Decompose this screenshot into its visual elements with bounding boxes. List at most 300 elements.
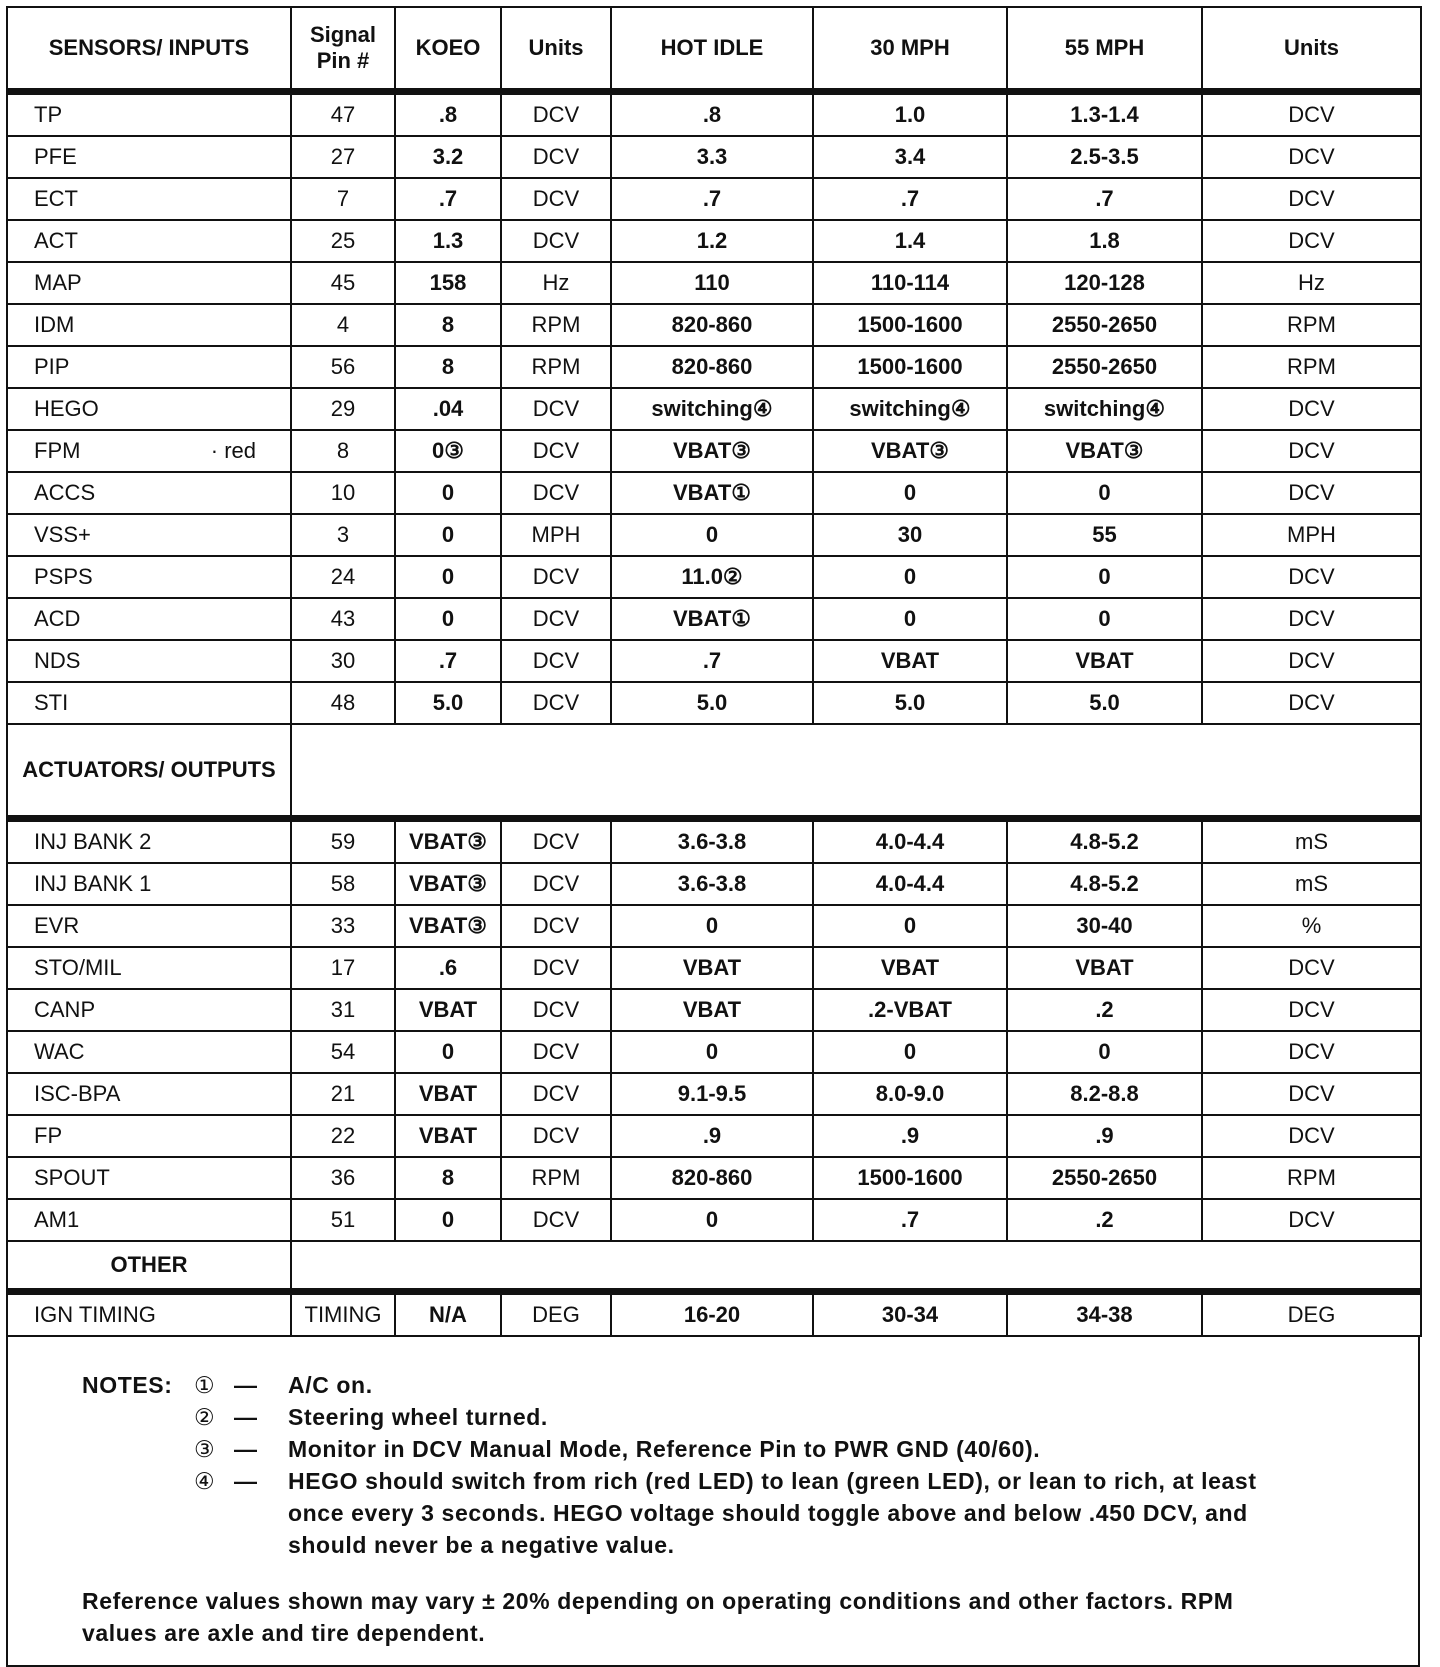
cell-text: VBAT — [880, 955, 940, 980]
cell-text: 1500-1600 — [857, 354, 963, 379]
cell-text: Hz — [1298, 270, 1325, 295]
cell-units — [501, 1292, 611, 1337]
cell-text: 0 — [1098, 1039, 1111, 1064]
cell-hot-idle — [611, 430, 813, 472]
table-row — [7, 989, 1421, 1031]
cell-text: PSPS — [34, 564, 93, 589]
cell-text: DCV — [1288, 396, 1335, 421]
cell-hot-idle — [611, 92, 813, 137]
cell-30-mph — [813, 1073, 1007, 1115]
cell-text: % — [1301, 913, 1322, 938]
cell-pin — [291, 92, 395, 137]
cell-name — [7, 1073, 291, 1115]
cell-text: DCV — [532, 871, 580, 896]
cell-text: 30-34 — [881, 1302, 939, 1327]
cell-pin — [291, 640, 395, 682]
cell-pin — [291, 598, 395, 640]
table-row — [7, 1073, 1421, 1115]
cell-text: DCV — [532, 829, 580, 854]
reference-values-table — [6, 6, 1422, 1337]
cell-text: 0 — [441, 606, 455, 631]
table-row — [7, 598, 1421, 640]
cell-text: 0 — [705, 913, 719, 938]
cell-koeo — [395, 430, 501, 472]
cell-text: 56 — [330, 354, 356, 379]
cell-30-mph — [813, 1292, 1007, 1337]
cell-pin — [291, 1073, 395, 1115]
actuators-section — [7, 819, 1421, 1242]
cell-units-2 — [1202, 598, 1421, 640]
cell-text: DCV — [532, 396, 580, 421]
cell-pin — [291, 1031, 395, 1073]
notes-label — [82, 1465, 194, 1561]
cell-text: AM1 — [34, 1207, 80, 1232]
note-dash: — — [234, 1436, 258, 1462]
cell-text: RPM — [1287, 1165, 1336, 1190]
cell-units-2 — [1202, 472, 1421, 514]
cell-name — [7, 819, 291, 864]
cell-koeo — [395, 92, 501, 137]
cell-text: 1.4 — [894, 228, 926, 253]
header-55-mph: 55 MPH — [1007, 7, 1202, 92]
cell-name — [7, 304, 291, 346]
cell-text: DCV — [1288, 1081, 1335, 1106]
cell-30-mph — [813, 1115, 1007, 1157]
cell-name — [7, 92, 291, 137]
cell-text: VBAT③ — [409, 871, 487, 896]
cell-text: DCV — [1288, 438, 1335, 463]
cell-pin — [291, 346, 395, 388]
cell-text: switching④ — [1043, 396, 1166, 421]
cell-text: HEGO — [34, 396, 99, 421]
cell-text: 29 — [330, 396, 356, 421]
cell-text: DCV — [532, 1123, 580, 1148]
cell-text: 0 — [441, 480, 455, 505]
note-text: Steering wheel turned. — [288, 1404, 548, 1430]
cell-text: 3.2 — [432, 144, 464, 169]
cell-text: TP — [34, 102, 63, 127]
cell-30-mph — [813, 304, 1007, 346]
cell-55-mph — [1007, 178, 1202, 220]
table-row — [7, 430, 1421, 472]
cell-text: DCV — [1288, 102, 1335, 127]
cell-30-mph — [813, 472, 1007, 514]
cell-30-mph — [813, 640, 1007, 682]
cell-text: 3 — [336, 522, 350, 547]
cell-55-mph — [1007, 304, 1202, 346]
cell-text: ACD — [34, 606, 81, 631]
cell-name — [7, 989, 291, 1031]
header-row — [7, 7, 1421, 92]
cell-text: SPOUT — [34, 1165, 110, 1190]
cell-text: 1500-1600 — [857, 1165, 963, 1190]
cell-text: 0 — [441, 1207, 455, 1232]
cell-name — [7, 388, 291, 430]
table-row — [7, 304, 1421, 346]
cell-text: DCV — [532, 1081, 580, 1106]
other-header-section — [7, 1241, 1421, 1292]
cell-text: DCV — [532, 228, 580, 253]
cell-55-mph — [1007, 136, 1202, 178]
cell-hot-idle — [611, 514, 813, 556]
cell-30-mph — [813, 598, 1007, 640]
cell-name — [7, 598, 291, 640]
cell-text: 30 — [330, 648, 356, 673]
note-number: ① — [194, 1372, 216, 1398]
cell-text: INJ BANK 2 — [34, 829, 152, 854]
table-row — [7, 136, 1421, 178]
cell-text: 0 — [903, 564, 917, 589]
cell-text: 31 — [330, 997, 356, 1022]
cell-55-mph — [1007, 92, 1202, 137]
cell-text: 4.0-4.4 — [875, 871, 945, 896]
cell-text: MAP — [34, 270, 82, 295]
cell-55-mph — [1007, 1115, 1202, 1157]
cell-name — [7, 220, 291, 262]
cell-units — [501, 863, 611, 905]
cell-text: 3.3 — [696, 144, 728, 169]
cell-name — [7, 640, 291, 682]
cell-text: INJ BANK 1 — [34, 871, 152, 896]
cell-text: 59 — [330, 829, 356, 854]
cell-30-mph — [813, 220, 1007, 262]
cell-55-mph — [1007, 905, 1202, 947]
cell-text: RPM — [531, 1165, 581, 1190]
cell-hot-idle — [611, 1199, 813, 1241]
note-item — [82, 1465, 1418, 1561]
cell-units — [501, 1031, 611, 1073]
cell-text: DCV — [532, 955, 580, 980]
cell-hot-idle — [611, 472, 813, 514]
cell-text: 1.3-1.4 — [1070, 102, 1139, 127]
cell-text: .8 — [702, 102, 722, 127]
cell-koeo — [395, 640, 501, 682]
cell-text: .7 — [900, 186, 920, 211]
cell-55-mph — [1007, 430, 1202, 472]
cell-name — [7, 682, 291, 724]
cell-text: 2550-2650 — [1051, 312, 1158, 337]
cell-55-mph — [1007, 1157, 1202, 1199]
cell-units-2 — [1202, 905, 1421, 947]
cell-text: 4.8-5.2 — [1070, 829, 1139, 854]
cell-hot-idle — [611, 989, 813, 1031]
cell-text: 0 — [441, 1039, 455, 1064]
table-row — [7, 556, 1421, 598]
cell-text: VBAT — [1075, 648, 1134, 673]
cell-units — [501, 220, 611, 262]
cell-text: 8 — [441, 312, 455, 337]
cell-text: RPM — [531, 354, 581, 379]
cell-text: VBAT — [418, 1081, 478, 1106]
cell-koeo — [395, 1073, 501, 1115]
cell-text: DCV — [532, 480, 580, 505]
cell-text: 45 — [330, 270, 356, 295]
cell-text: .9 — [702, 1123, 722, 1148]
table-row — [7, 388, 1421, 430]
cell-30-mph — [813, 178, 1007, 220]
reference-disclaimer: Reference values shown may vary ± 20% depending on operating conditions and other factors. RPM values are axle and tire dependent. — [82, 1588, 1234, 1646]
table-row — [7, 682, 1421, 724]
cell-text: 33 — [330, 913, 356, 938]
cell-units-2 — [1202, 346, 1421, 388]
cell-hot-idle — [611, 1292, 813, 1337]
cell-koeo — [395, 472, 501, 514]
cell-text: 25 — [330, 228, 356, 253]
other-section — [7, 1292, 1421, 1337]
cell-text: Hz — [542, 270, 570, 295]
cell-text: TIMING — [304, 1302, 382, 1327]
cell-hot-idle — [611, 262, 813, 304]
cell-text: 22 — [330, 1123, 356, 1148]
cell-units — [501, 640, 611, 682]
header-sensors-inputs: SENSORS/ INPUTS — [7, 7, 291, 92]
cell-koeo — [395, 905, 501, 947]
cell-30-mph — [813, 1199, 1007, 1241]
cell-30-mph — [813, 1157, 1007, 1199]
cell-55-mph — [1007, 682, 1202, 724]
cell-text: 2550-2650 — [1051, 1165, 1158, 1190]
cell-units-2 — [1202, 514, 1421, 556]
table-row — [7, 220, 1421, 262]
cell-text: .04 — [432, 396, 464, 421]
cell-text: 54 — [330, 1039, 356, 1064]
cell-text: 110 — [694, 270, 730, 295]
cell-text: VBAT③ — [409, 829, 487, 854]
cell-text: 820-860 — [671, 354, 753, 379]
cell-hot-idle — [611, 304, 813, 346]
cell-koeo — [395, 556, 501, 598]
cell-hot-idle — [611, 819, 813, 864]
cell-units-2 — [1202, 304, 1421, 346]
cell-hot-idle — [611, 1073, 813, 1115]
cell-text: DCV — [532, 690, 580, 715]
cell-name — [7, 514, 291, 556]
cell-55-mph — [1007, 863, 1202, 905]
notes-list — [82, 1369, 1418, 1561]
cell-text: VBAT — [880, 648, 940, 673]
cell-30-mph — [813, 989, 1007, 1031]
cell-55-mph — [1007, 640, 1202, 682]
cell-units — [501, 346, 611, 388]
cell-units — [501, 989, 611, 1031]
header-koeo: KOEO — [395, 7, 501, 92]
cell-units — [501, 556, 611, 598]
other-heading: OTHER — [7, 1241, 291, 1292]
cell-text: 0③ — [432, 438, 464, 463]
cell-name — [7, 472, 291, 514]
cell-koeo — [395, 178, 501, 220]
cell-text: DCV — [1288, 480, 1335, 505]
cell-units-2 — [1202, 388, 1421, 430]
cell-text: DCV — [1288, 690, 1335, 715]
cell-koeo — [395, 1292, 501, 1337]
cell-units — [501, 430, 611, 472]
cell-units — [501, 136, 611, 178]
cell-koeo — [395, 819, 501, 864]
cell-text: 820-860 — [671, 1165, 753, 1190]
cell-text: DEG — [1287, 1302, 1336, 1327]
cell-hot-idle — [611, 178, 813, 220]
cell-30-mph — [813, 514, 1007, 556]
cell-text: .8 — [438, 102, 458, 127]
cell-units — [501, 514, 611, 556]
cell-koeo — [395, 682, 501, 724]
reference-values-sheet — [6, 6, 1420, 1667]
cell-name — [7, 1031, 291, 1073]
cell-text: N/A — [429, 1302, 467, 1327]
cell-units-2 — [1202, 1199, 1421, 1241]
cell-pin — [291, 989, 395, 1031]
cell-pin — [291, 1292, 395, 1337]
cell-30-mph — [813, 1031, 1007, 1073]
cell-pin — [291, 304, 395, 346]
cell-30-mph — [813, 92, 1007, 137]
cell-text: 51 — [330, 1207, 356, 1232]
cell-units-2 — [1202, 92, 1421, 137]
table-row — [7, 262, 1421, 304]
cell-koeo — [395, 1031, 501, 1073]
cell-text: DCV — [1288, 1039, 1335, 1064]
cell-name — [7, 556, 291, 598]
cell-text: 36 — [330, 1165, 356, 1190]
actuators-heading: ACTUATORS/ OUTPUTS — [7, 724, 291, 819]
cell-units — [501, 1073, 611, 1115]
cell-text: FP — [34, 1123, 63, 1148]
table-row — [7, 819, 1421, 864]
header-signal-pin: Signal Pin # — [291, 7, 395, 92]
cell-text: 3.6-3.8 — [677, 871, 747, 896]
cell-text: VBAT③ — [673, 438, 751, 463]
cell-text: PIP — [34, 354, 70, 379]
cell-55-mph — [1007, 388, 1202, 430]
cell-text: DCV — [532, 186, 580, 211]
cell-hot-idle — [611, 136, 813, 178]
cell-55-mph — [1007, 819, 1202, 864]
cell-55-mph — [1007, 598, 1202, 640]
cell-text: .2 — [1095, 997, 1114, 1022]
cell-text: ECT — [34, 186, 78, 211]
cell-55-mph — [1007, 472, 1202, 514]
cell-units — [501, 262, 611, 304]
cell-text: .2-VBAT — [868, 997, 952, 1022]
cell-text: 8 — [441, 1165, 455, 1190]
cell-text: 8 — [336, 438, 350, 463]
cell-text: ACT — [34, 228, 78, 253]
table-row — [7, 1199, 1421, 1241]
cell-text: switching④ — [849, 396, 971, 421]
table-row — [7, 514, 1421, 556]
cell-units — [501, 92, 611, 137]
cell-text: 2550-2650 — [1051, 354, 1158, 379]
cell-text: 158 — [429, 270, 467, 295]
cell-hot-idle — [611, 1031, 813, 1073]
cell-text: STI — [34, 690, 69, 715]
cell-units-2 — [1202, 556, 1421, 598]
cell-units-2 — [1202, 1073, 1421, 1115]
cell-text: 0 — [441, 522, 455, 547]
cell-text: 27 — [330, 144, 356, 169]
cell-text: ISC-BPA — [34, 1081, 121, 1106]
cell-text: DCV — [532, 144, 580, 169]
cell-text: VBAT① — [673, 480, 751, 505]
cell-text: RPM — [531, 312, 581, 337]
note-item — [82, 1369, 1418, 1401]
cell-text: 5.0 — [894, 690, 926, 715]
cell-text: STO/MIL — [34, 955, 122, 980]
cell-text: DCV — [532, 913, 580, 938]
cell-text: VBAT — [682, 955, 742, 980]
cell-55-mph — [1007, 220, 1202, 262]
cell-text: DCV — [1288, 955, 1335, 980]
cell-text: 3.4 — [894, 144, 926, 169]
cell-text: VBAT — [418, 1123, 478, 1148]
cell-text: EVR — [34, 913, 80, 938]
note-dash: — — [234, 1468, 258, 1494]
cell-hot-idle — [611, 905, 813, 947]
cell-units — [501, 178, 611, 220]
cell-text: 0 — [903, 480, 917, 505]
cell-name — [7, 430, 291, 472]
cell-text: 120-128 — [1064, 270, 1145, 295]
cell-55-mph — [1007, 1199, 1202, 1241]
cell-text: RPM — [1287, 354, 1336, 379]
cell-text: 8.0-9.0 — [875, 1081, 945, 1106]
cell-text: .7 — [702, 186, 722, 211]
cell-text: 55 — [1092, 522, 1117, 547]
cell-text: DCV — [1288, 1207, 1335, 1232]
cell-hot-idle — [611, 863, 813, 905]
table-row — [7, 178, 1421, 220]
table-row — [7, 863, 1421, 905]
cell-text: 7 — [336, 186, 350, 211]
table-row — [7, 947, 1421, 989]
cell-text: 1.3 — [432, 228, 464, 253]
note-dash: — — [234, 1404, 258, 1430]
cell-hot-idle — [611, 682, 813, 724]
cell-units — [501, 472, 611, 514]
cell-units-2 — [1202, 136, 1421, 178]
cell-30-mph — [813, 905, 1007, 947]
cell-units — [501, 819, 611, 864]
cell-text: 5.0 — [696, 690, 728, 715]
cell-30-mph — [813, 262, 1007, 304]
cell-name — [7, 1199, 291, 1241]
cell-text: DCV — [532, 102, 580, 127]
cell-55-mph — [1007, 1031, 1202, 1073]
cell-text: 4 — [336, 312, 350, 337]
cell-units-2 — [1202, 1157, 1421, 1199]
blank-cell — [291, 1241, 1421, 1292]
cell-hot-idle — [611, 640, 813, 682]
cell-text: DCV — [532, 997, 580, 1022]
cell-text: VBAT① — [673, 606, 751, 631]
cell-koeo — [395, 514, 501, 556]
cell-text: 3.6-3.8 — [677, 829, 747, 854]
note-item — [82, 1433, 1418, 1465]
cell-text: .7 — [1095, 186, 1114, 211]
cell-text: 8.2-8.8 — [1070, 1081, 1139, 1106]
cell-55-mph — [1007, 1073, 1202, 1115]
cell-text: FPM — [34, 438, 81, 463]
note-number: ③ — [194, 1436, 216, 1462]
notes-section — [6, 1337, 1420, 1667]
sensors-section — [7, 92, 1421, 725]
header-30-mph: 30 MPH — [813, 7, 1007, 92]
cell-koeo — [395, 262, 501, 304]
cell-text: 110-114 — [870, 270, 950, 295]
cell-text: 0 — [441, 564, 455, 589]
note-text: HEGO should switch from rich (red LED) to lean (green LED), or lean to rich, at least once every 3 seconds. HEGO voltage should toggle above and below .450 DCV, and should never be a negative value. — [288, 1468, 1257, 1558]
